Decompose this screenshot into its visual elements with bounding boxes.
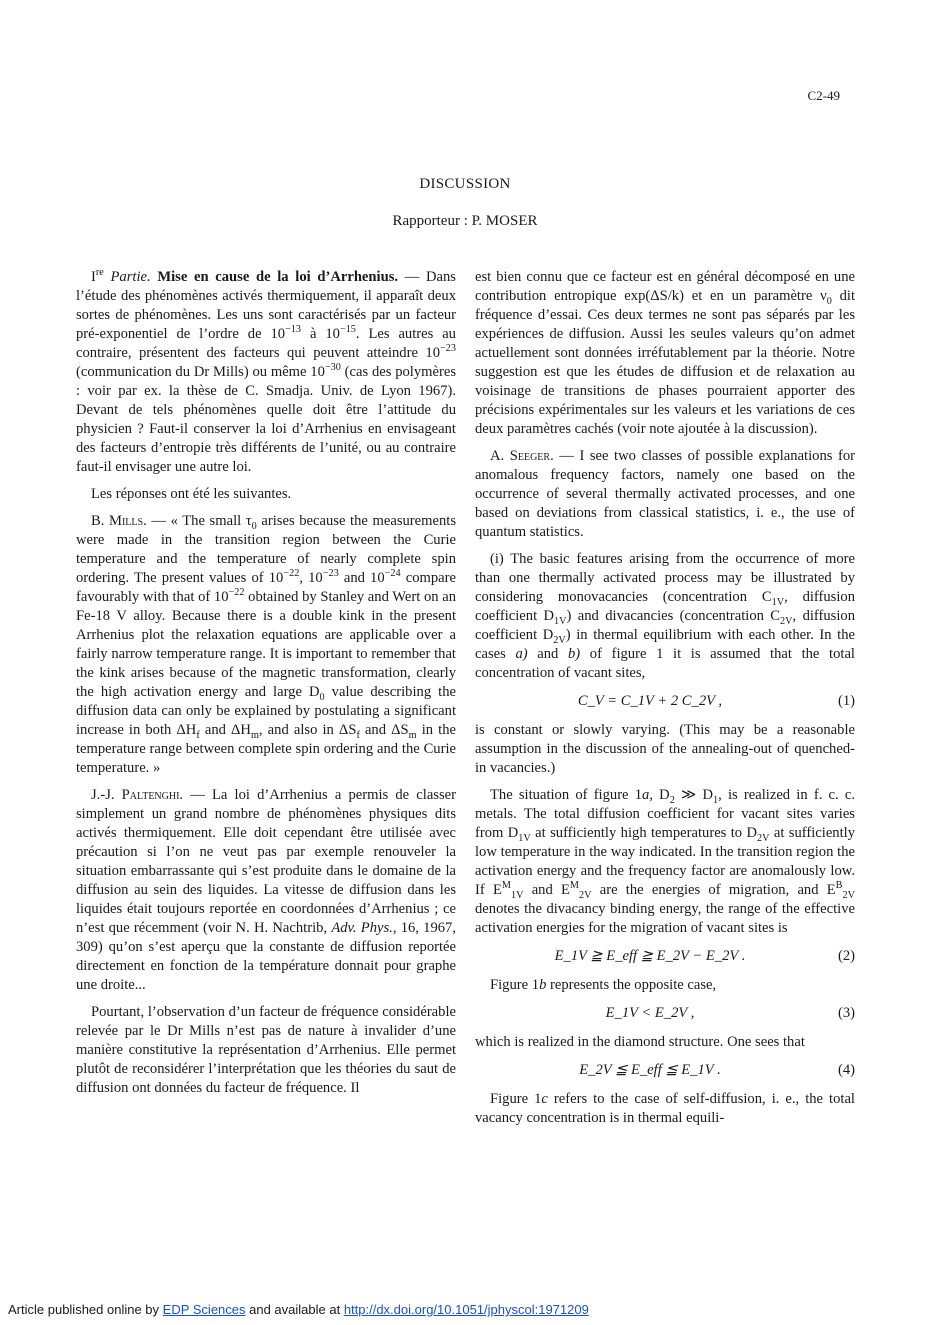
paragraph-constant: is constant or slowly varying. (This may be a reasonable assumption in the discussion of the annealing-out of quenched-in vacancies.) [475, 722, 855, 776]
speaker-mills: B. Mills. [91, 513, 147, 529]
paragraph-part-one: Ire Partie. Mise en cause de la loi d’Arrhenius. — Dans l’étude des phénomènes activés thermiquement, il apparaît deux sortes de phénomènes. Les uns sont caractérisés par un facteur pré-exponentiel de l’ordre de $10^{-13}$ à $10^{-15}$. Les autres au contraire, présentent des facteurs qui peuvent atteindre $10^{-23}$ (communication du Dr Mills) ou même $10^{-30}$ (cas des polymères : voir par ex. la thèse de C. Smadja. Univ. de Lyon 1967). Devant de tels phénomènes quelle doit être l’attitude du physicien ? Faut-il conserver la loi d’Arrhenius en envisageant des facteurs d’entropie très différents de l’unité, ou au contraire faut-il envisager une autre loi. [76, 267, 456, 475]
paragraph-seeger: A. Seeger. — I see two classes of possible explanations for anomalous frequency factors, namely one based on the occurrence of several thermally activated processes, and one based on deviations from classical statistics, i. e., the use of quantum statistics. [475, 448, 855, 540]
paragraph-mills: B. Mills. — « The small $\tau_0$ arises because the measurements were made in the transition region between the Curie temperature and the temperature of nearly complete spin ordering. The present values of $10^{-22}$, $10^{-23}$ and $10^{-24}$ compare favourably with that of $10^{-22}$ obtained by Stanley and Wert on an Fe-18 V alloy. Because there is a double kink in the present Arrhenius plot the relaxation equations are applicable over a fairly narrow temperature range. It is important to remember that the kink arises because of the magnetic transformation, clearly the high activation energy and large $D_0$ value describing the diffusion data can only be explained by postulating a significant increase in both $\Delta H_f$ and $\Delta H_m$, and also in $\Delta S_f$ and $\Delta S_m$ in the temperature range between complete spin ordering and the Curie temperature. » [76, 513, 456, 776]
publication-footer: Article published online by EDP Sciences and available at http://dx.doi.org/10.1051/jphyscol:1971209 [8, 1302, 589, 1317]
equation-4: E_2V ≦ E_eff ≦ E_1V . (4) [579, 1062, 855, 1078]
equation-3: E_1V < E_2V , (3) [605, 1005, 855, 1021]
paragraph-pourtant: Pourtant, l’observation d’un facteur de fréquence considérable relevée par le Dr Mills n’est pas de nature à invalider d’une manière constitutive la représentation d’Arrhenius. Elle permet plutôt de reconsidérer l’interprétation que les théories du saut de diffusion ont données du facteur de fréquence. Il [76, 1004, 456, 1096]
page-number: C2-49 [807, 88, 840, 103]
speaker-paltenghi: J.-J. Paltenghi. [91, 787, 184, 803]
paragraph-paltenghi: J.-J. Paltenghi. — La loi d’Arrhenius a permis de classer simplement un grand nombre de phénomènes physiques dits activés thermiquement. Elle doit cependant être utilisée avec précaution si l’on ne veut pas par exemple renouveler la situation embarrassante qui s’est produite dans le domaine de la diffusion au sein des liquides. La vitesse de diffusion dans les liquides était toujours reportée en coordonnées d’Arrhenius ; ce n’est que récemment (voir N. H. Nachtrib, Adv. Phys., 16, 1967, 309) qu’on s’est aperçu que la constante de diffusion reportée directement en fonction de la température donnait pour graphe une droite... [76, 787, 456, 993]
paragraph-diamond: which is realized in the diamond structure. One sees that [475, 1034, 805, 1050]
page-title: DISCUSSION [419, 176, 511, 192]
left-column [76, 268, 456, 1106]
paragraph-figure-1b: Figure 1b represents the opposite case, [490, 977, 717, 993]
paragraph-situation: The situation of figure 1a, $D_2$ ≫ $D_1$, is realized in f. c. c. metals. The total diffusion coefficient for vacant sites varies from $D_{1V}$ at sufficiently high temperatures to $D_{2V}$ at sufficiently low temperature in the way indicated. In the transition region the activation energy and the frequency factor are anomalously low. If $E^M_{1V}$ and $E^M_{2V}$ are the energies of migration, and $E^B_{2V}$ denotes the divacancy binding energy, the range of the effective activation energies for the migration of vacant sites is [475, 787, 856, 936]
right-column [475, 268, 855, 1136]
paragraph-figure-1c: Figure 1c refers to the case of self-diffusion, i. e., the total vacancy concentration is in thermal equili- [475, 1091, 855, 1126]
edp-sciences-link[interactable]: EDP Sciences [162, 1302, 246, 1317]
equation-2: E_1V ≧ E_eff ≧ E_2V − E_2V . (2) [554, 948, 855, 964]
equation-1: C_V = C_1V + 2 C_2V , (1) [577, 693, 855, 709]
doi-link[interactable]: http://dx.doi.org/10.1051/jphyscol:1971209 [343, 1302, 589, 1317]
speaker-seeger: A. Seeger. [490, 448, 554, 464]
paragraph-continued: est bien connu que ce facteur est en général décomposé en une contribution entropique exp(ΔS/k) et en un paramètre $\nu_0$ dit fréquence d’essai. Ces deux termes ne sont pas séparés par les expériences de diffusion. Aussi les seules valeurs qu’on admet actuellement sont données irréfutablement par la théorie. Notre suggestion est que les études de diffusion et de relaxation au voisinage de transitions de phases pourraient apporter des précisions expérimentales sur les valeurs et les variations de ces deux paramètres cachés (voir note ajoutée à la discussion). [475, 269, 855, 437]
paragraph-case-i: (i) The basic features arising from the occurrence of more than one thermally activated process may be illustrated by considering monovacancies (concentration $C_{1V}$, diffusion coefficient $D_{1V}$) and divacancies (concentration $C_{2V}$, diffusion coefficient $D_{2V}$) in thermal equilibrium with each other. In the cases a) and b) of figure 1 it is assumed that the total concentration of vacant sites, [475, 551, 856, 681]
paragraph-responses: Les réponses ont été les suivantes. [91, 486, 292, 502]
rapporteur-line: Rapporteur : P. MOSER [392, 213, 538, 229]
